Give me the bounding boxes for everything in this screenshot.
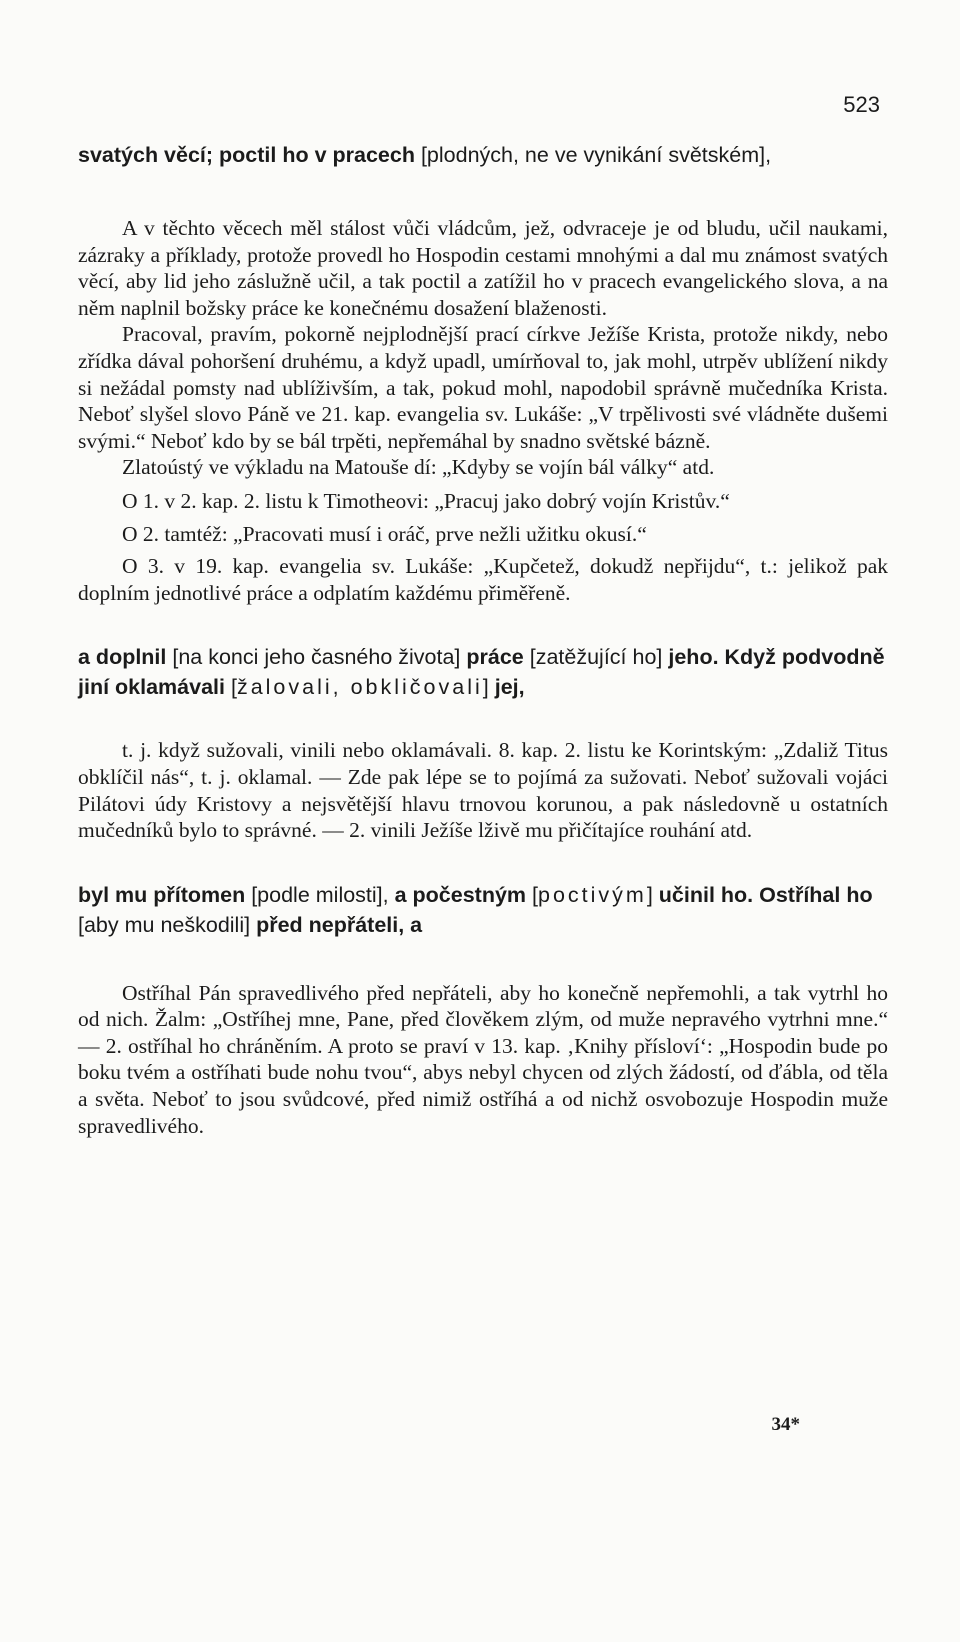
page-number: 523: [843, 92, 880, 117]
commentary-paragraph: Pracoval, pravím, pokorně nejplodnější prací církve Ježíše Krista, protože nikdy, nebo zřídka dával pohoršení druhému, a když upadl, umírňoval to, jak mohl, utrpěv ublížení nikdy si nežádal pomsty nad ublíživším, a tak, pokud mohl, napodobil správně mučedníka Krista. Neboť slyšel slovo Páně ve 21. kap. evangelia sv. Lukáše: „V trpělivosti své vládněte dušemi svými.“ Neboť kdo by se bál trpěti, nepřemáhal by snadno světské bázně.: [78, 322, 888, 453]
commentary-paragraph: Zlatoústý ve výkladu na Matouše dí: „Kdyby se vojín bál války“ atd.: [122, 455, 715, 480]
verse-bold-text: učinil ho. Ostříhal ho: [658, 882, 873, 907]
verse-gloss-text: ]: [482, 675, 495, 700]
verse-gloss-text: [podle milosti],: [245, 882, 395, 907]
verse-bold-text: svatých věcí; poctil ho v pracech: [78, 143, 415, 167]
commentary-paragraph: O 2. tamtéž: „Pracovati musí i oráč, prve nežli užitku okusí.“: [122, 521, 647, 546]
printer-signature: 34*: [771, 1414, 800, 1435]
verse-bold-text: před nepřáteli, a: [256, 912, 423, 937]
verse-bold-text: práce: [466, 645, 524, 670]
verse-bold-text: jej,: [494, 675, 525, 700]
verse-gloss-text: ]: [646, 882, 659, 907]
verse-gloss-text: [aby mu neškodili]: [78, 912, 257, 937]
page-body: [78, 140, 888, 1139]
verse-bold-text: a doplnil: [78, 645, 167, 670]
verse-spaced-gloss: žalovali, obkličovali: [236, 675, 483, 700]
verse-heading-2: [78, 642, 888, 702]
commentary-paragraph: A v těchto věcech měl stálost vůči vládcům, jež, odvraceje je od bludu, učil naukami, zázraky a příklady, protože provedl ho Hospodin cestami mnohými a dal mu známost svatých věcí, aby lid jeho záslužně učil, a tak poctil a zatížil ho v pracech evangelického slova, a na něm naplnil božsky práce ke konečnému dosažení blaženosti.: [78, 216, 888, 320]
verse-gloss-text: [na konci jeho časného života]: [166, 645, 467, 670]
verse-gloss-text: [: [526, 882, 538, 907]
verse-gloss-text: [zatěžující ho]: [523, 645, 669, 670]
verse-bold-text: jeho. Když podvodně jiní oklamávali: [78, 645, 885, 700]
verse-spaced-gloss: poctivým: [538, 882, 647, 907]
verse-heading-3: [78, 880, 888, 940]
commentary-paragraph: O 3. v 19. kap. evangelia sv. Lukáše: „Kupčetež, dokudž nepřijdu“, t.: jelikož pak doplním jednotlivé práce a odplatím každému přiměřeně.: [78, 554, 888, 605]
verse-bold-text: byl mu přítomen: [78, 882, 246, 907]
verse-gloss-text: [plodných, ne ve vynikání světském],: [414, 143, 772, 167]
commentary-paragraph: t. j. když sužovali, vinili nebo oklamávali. 8. kap. 2. listu ke Korintským: „Zdaliž Titus obklíčil nás“, t. j. oklamal. — Zde pak lépe se to pojímá za sužovati. Neboť sužovali vojáci Pilátovi údy Kristovy a nejsvětější hlavu trnovou korunou, a pak následovně u ostatních mučedníků bylo to správné. — 2. vinili Ježíše lživě mu přičítajíce rouhání atd.: [78, 738, 888, 843]
commentary-paragraph: O 1. v 2. kap. 2. listu k Timotheovi: „Pracuj jako dobrý vojín Kristův.“: [122, 488, 730, 513]
verse-heading-1: [78, 140, 888, 170]
commentary-paragraph: Ostříhal Pán spravedlivého před nepřáteli, aby ho konečně nepřemohli, a tak vytrhl ho od nich. Žalm: „Ostříhej mne, Pane, před člověkem zlým, od muže nepravého vytrhni mne.“ — 2. ostříhal ho chráněním. A proto se praví v 13. kap. ‚Knihy přísloví‘: „Hospodin bude po boku tvém a ostříhati bude nohu tvou“, abys nebyl chycen od zlých žádostí, od ďábla, od těla a světa. Neboť to jsou svůdcové, před nimiž ostříhá a od nichž osvobozuje Hospodin muže spravedlivého.: [78, 980, 888, 1138]
verse-gloss-text: [: [224, 675, 237, 700]
verse-bold-text: a počestným: [394, 882, 527, 907]
